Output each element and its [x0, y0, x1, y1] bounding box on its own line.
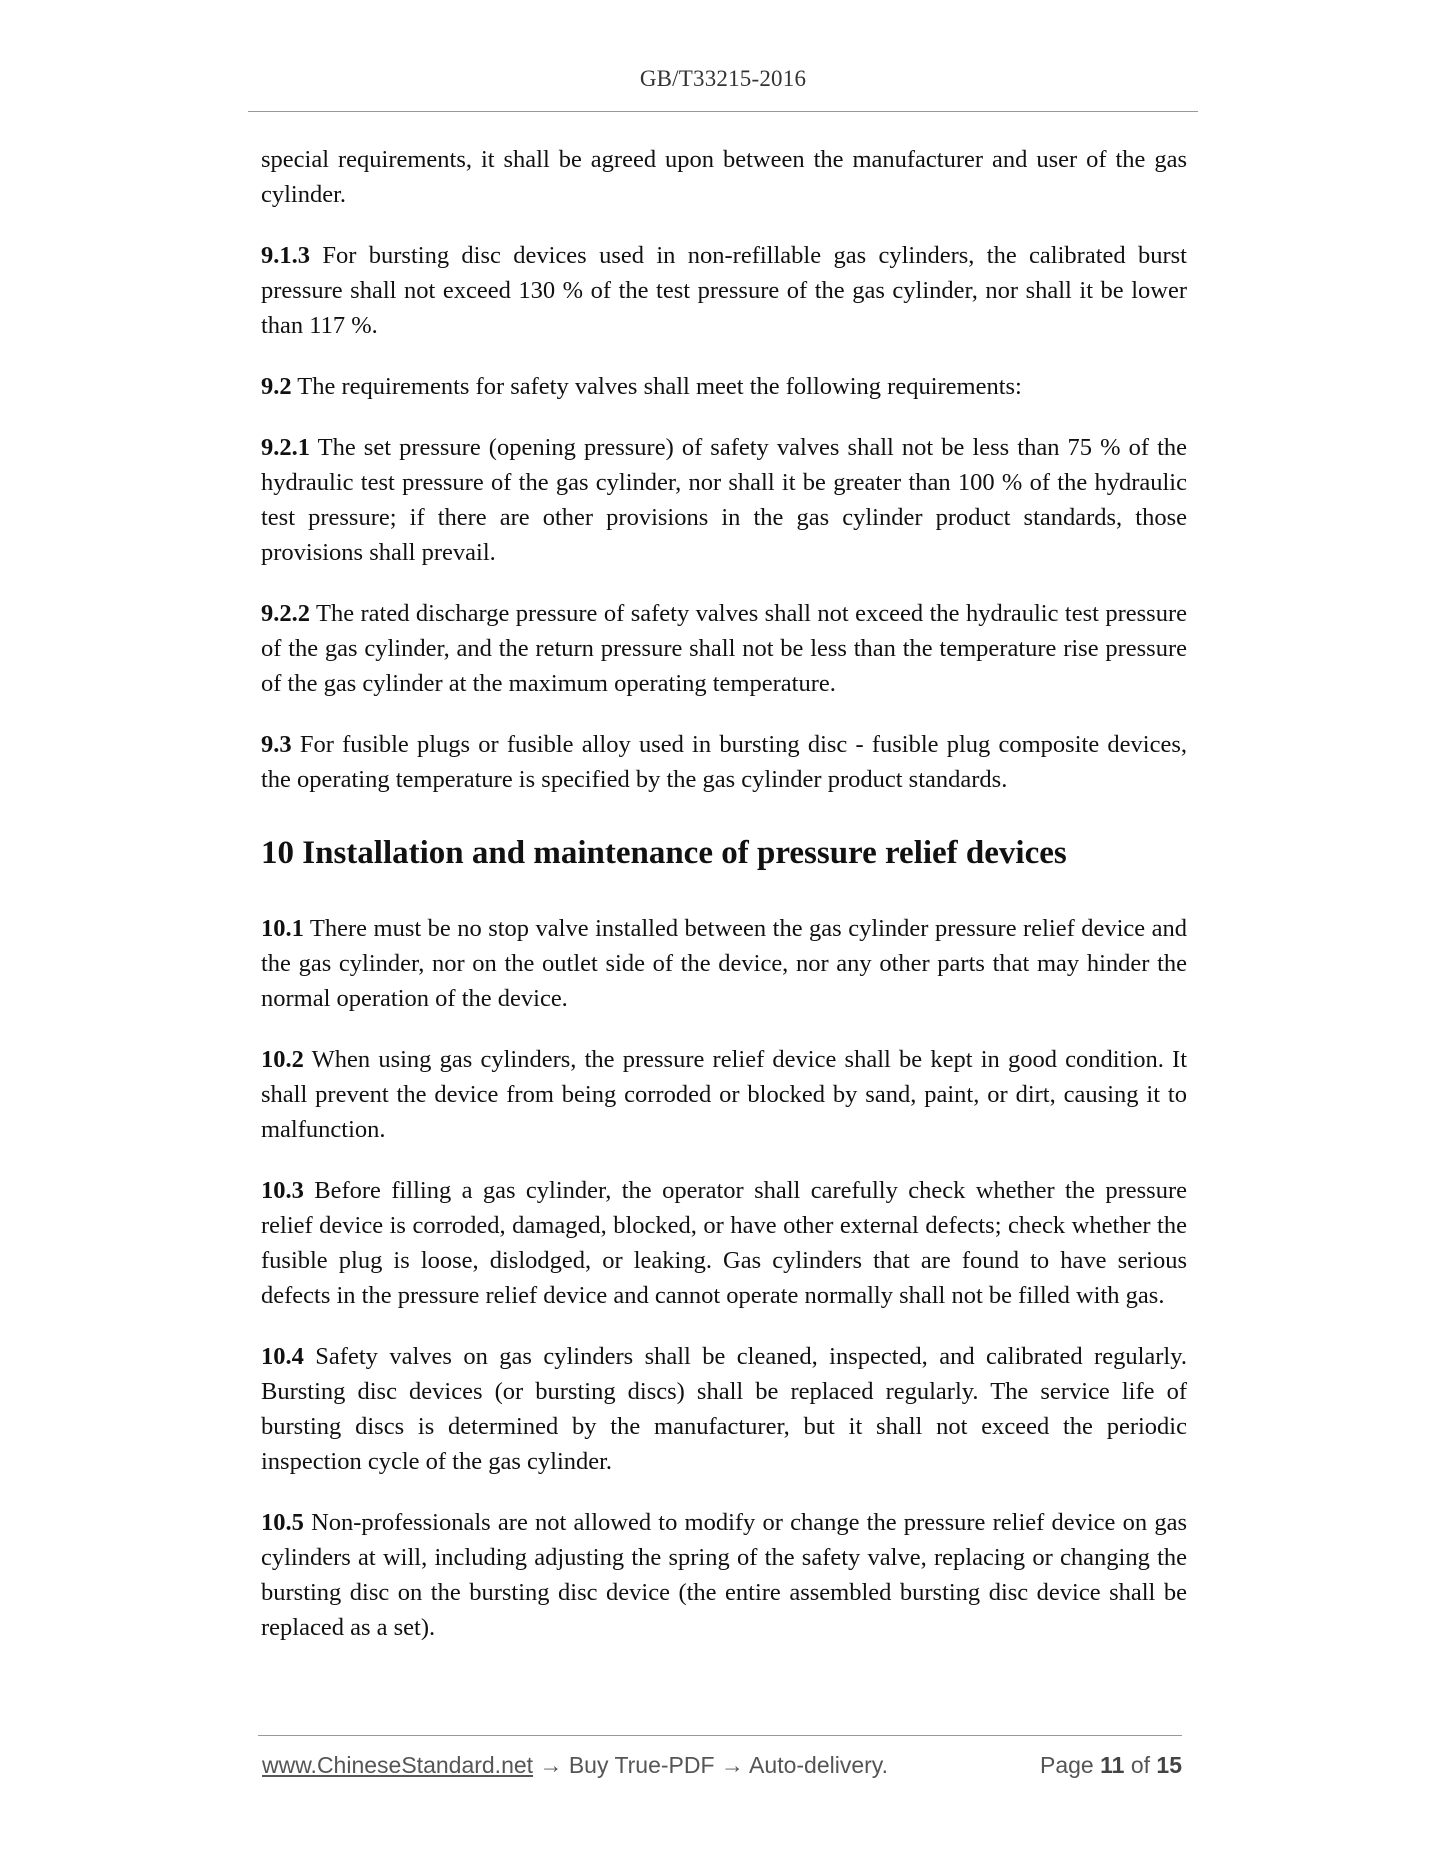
paragraph: [261, 727, 1187, 797]
clause-number: 10.5: [261, 1509, 304, 1536]
paragraph: [261, 1173, 1187, 1313]
promo-text: → Buy True-PDF → Auto-delivery.: [533, 1752, 888, 1778]
page-of: of: [1130, 1752, 1151, 1778]
clause-number: 10.1: [261, 915, 304, 942]
clause-number: 9.2: [261, 373, 292, 400]
page-indicator: [1040, 1752, 1182, 1779]
clause-number: 10.2: [261, 1046, 304, 1073]
page-label: Page: [1040, 1752, 1094, 1778]
clause-text: special requirements, it shall be agreed upon between the manufacturer and user of the gas cylinder.: [261, 146, 1187, 208]
page-current: 11: [1100, 1752, 1125, 1778]
section-heading: 10 Installation and maintenance of pressure relief devices: [261, 835, 1067, 871]
paragraph: [261, 1042, 1187, 1147]
document-body: [261, 142, 1187, 1671]
clause-text: Before filling a gas cylinder, the operator shall carefully check whether the pressure relief device is corroded, damaged, blocked, or have other external defects; check whether the fusible plug is loose, dislodged, or leaking. Gas cylinders that are found to have serious defects in the pressure relief device and cannot operate normally shall not be filled with gas.: [261, 1177, 1187, 1309]
clause-text: For bursting disc devices used in non-refillable gas cylinders, the calibrated burst pressure shall not exceed 130 % of the test pressure of the gas cylinder, nor shall it be lower than 117 %.: [261, 242, 1187, 339]
paragraph: [261, 430, 1187, 570]
paragraph: [261, 1339, 1187, 1479]
clause-number: 10.3: [261, 1177, 304, 1204]
paragraph: [261, 596, 1187, 701]
clause-text: The rated discharge pressure of safety valves shall not exceed the hydraulic test pressure of the gas cylinder, and the return pressure shall not be less than the temperature rise pressure of the gas cylinder at the maximum operating temperature.: [261, 600, 1187, 697]
clause-number: 9.1.3: [261, 242, 310, 269]
site-link[interactable]: www.ChineseStandard.net: [262, 1752, 534, 1778]
clause-text: The requirements for safety valves shall meet the following requirements:: [291, 373, 1022, 400]
clause-number: 9.3: [261, 731, 292, 758]
clause-text: The set pressure (opening pressure) of safety valves shall not be less than 75 % of the hydraulic test pressure of the gas cylinder, nor shall it be greater than 100 % of the hydraulic test pressure; if there are other provisions in the gas cylinder product standards, those provisions shall prevail.: [261, 434, 1187, 566]
clause-number: 9.2.2: [261, 600, 310, 627]
paragraph: [261, 142, 1187, 212]
clause-number: 9.2.1: [261, 434, 310, 461]
paragraph: [261, 369, 1187, 404]
paragraph: [261, 238, 1187, 343]
clause-text: Non-professionals are not allowed to modify or change the pressure relief device on gas cylinders at will, including adjusting the spring of the safety valve, replacing or changing the bursting disc on the bursting disc device (the entire assembled bursting disc device shall be replaced as a set).: [261, 1509, 1187, 1641]
clause-number: 10.4: [261, 1343, 304, 1370]
page-footer: [262, 1752, 1182, 1779]
paragraph: [261, 911, 1187, 1016]
footer-divider: [258, 1735, 1182, 1736]
header-divider: [248, 111, 1198, 112]
clause-text: For fusible plugs or fusible alloy used in bursting disc - fusible plug composite devices, the operating temperature is specified by the gas cylinder product standards.: [261, 731, 1187, 793]
clause-text: When using gas cylinders, the pressure relief device shall be kept in good condition. It shall prevent the device from being corroded or blocked by sand, paint, or dirt, causing it to malfunction.: [261, 1046, 1187, 1143]
page-total: 15: [1156, 1752, 1182, 1778]
clause-text: Safety valves on gas cylinders shall be cleaned, inspected, and calibrated regularly. Bursting disc devices (or bursting discs) shall be replaced regularly. The service life of bursting discs is determined by the manufacturer, but it shall not exceed the periodic inspection cycle of the gas cylinder.: [261, 1343, 1187, 1475]
paragraph: [261, 1505, 1187, 1645]
page-header-title: GB/T33215-2016: [639, 66, 807, 91]
clause-text: There must be no stop valve installed between the gas cylinder pressure relief device and the gas cylinder, nor on the outlet side of the device, nor any other parts that may hinder the normal operation of the device.: [261, 915, 1187, 1012]
